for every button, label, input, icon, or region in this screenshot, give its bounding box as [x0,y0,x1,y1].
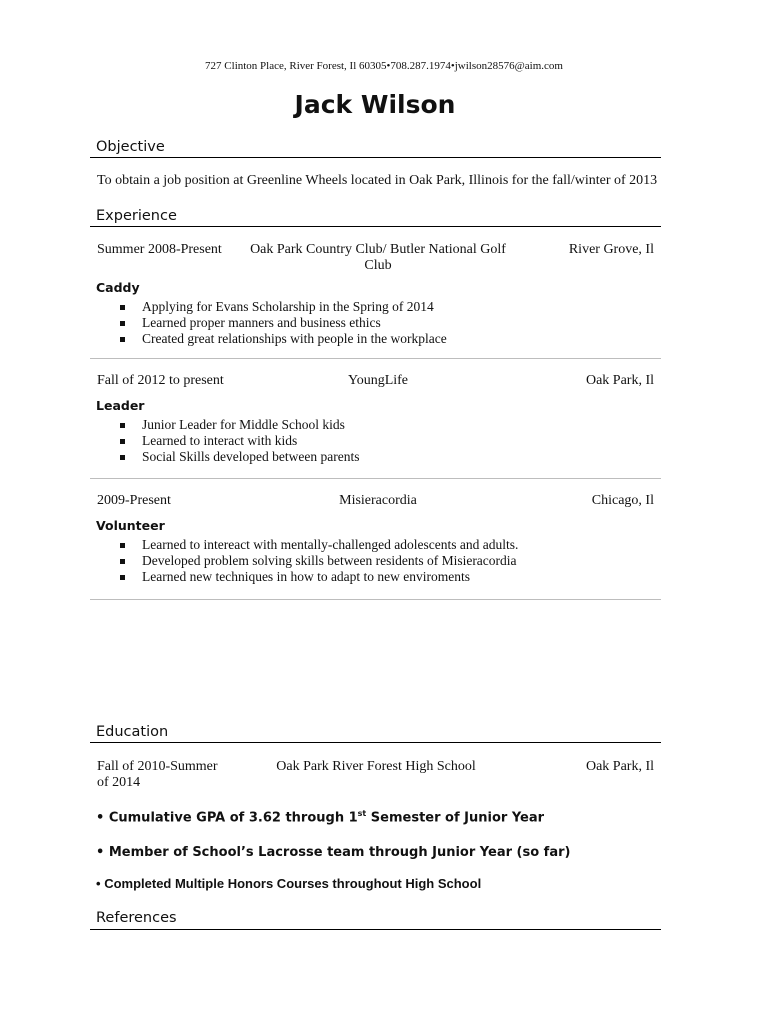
entry-dates: Summer 2008-Present [97,242,222,257]
entry-role: Leader [96,398,145,413]
entry-bullet-list [118,537,663,586]
entry-dates: 2009-Present [97,493,171,508]
section-rule [90,742,661,743]
section-rule [90,157,661,158]
section-title-experience: Experience [96,208,177,224]
education-school: Oak Park River Forest High School [276,759,476,774]
entry-location: Chicago, Il [591,493,654,508]
section-rule [90,929,661,930]
objective-text: To obtain a job position at Greenline Wheels located in Oak Park, Illinois for the fall/winter of 2013 [97,173,658,188]
list-item: Created great relationships with people in the workplace [118,331,658,347]
entry-role: Volunteer [96,518,165,533]
education-location: Oak Park, Il [585,759,654,774]
section-rule [90,226,661,227]
lacrosse-text: Member of School’s Lacrosse team through Junior Year (so far) [108,845,571,860]
education-lacrosse [96,845,570,860]
entry-divider [90,599,661,600]
entry-location: Oak Park, Il [585,373,654,388]
contact-line: 727 Clinton Place, River Forest, Il 60305•708.287.1974•jwilson28576@aim.com [205,60,563,72]
entry-organization: Oak Park Country Club/ Butler National Golf Club [250,242,506,273]
gpa-text-rest: Semester of Junior Year [366,810,545,826]
list-item: Social Skills developed between parents [118,449,658,465]
section-title-references: References [96,910,177,926]
entry-organization: Misieracordia [339,493,417,508]
list-item: Learned new techniques in how to adapt to new enviroments [118,569,663,585]
bullet-mark: • [96,876,101,891]
list-item: Learned to intereact with mentally-challenged adolescents and adults. [118,537,663,553]
list-item: Applying for Evans Scholarship in the Spring of 2014 [118,299,658,315]
entry-bullet-list [118,299,658,348]
list-item: Junior Leader for Middle School kids [118,417,658,433]
entry-divider [90,478,661,479]
bullet-mark: • [96,810,105,826]
list-item: Learned to interact with kids [118,433,658,449]
section-title-education: Education [96,724,169,740]
gpa-text: Cumulative GPA of 3.62 through 1 [108,810,358,826]
education-honors [96,876,481,891]
entry-divider [90,358,661,359]
entry-location: River Grove, Il [568,242,654,257]
entry-role: Caddy [96,280,140,295]
honors-text: Completed Multiple Honors Courses throughout High School [104,876,482,891]
gpa-ordinal: st [357,809,367,818]
education-dates: Fall of 2010-Summer of 2014 [97,759,218,790]
list-item: Developed problem solving skills between residents of Misieracordia [118,553,663,569]
list-item: Learned proper manners and business ethics [118,315,658,331]
entry-dates: Fall of 2012 to present [97,373,224,388]
bullet-mark: • [96,845,105,860]
section-title-objective: Objective [96,139,165,155]
candidate-name: Jack Wilson [294,90,456,119]
education-gpa [96,809,544,825]
entry-organization: YoungLife [347,373,409,388]
entry-bullet-list [118,417,658,466]
